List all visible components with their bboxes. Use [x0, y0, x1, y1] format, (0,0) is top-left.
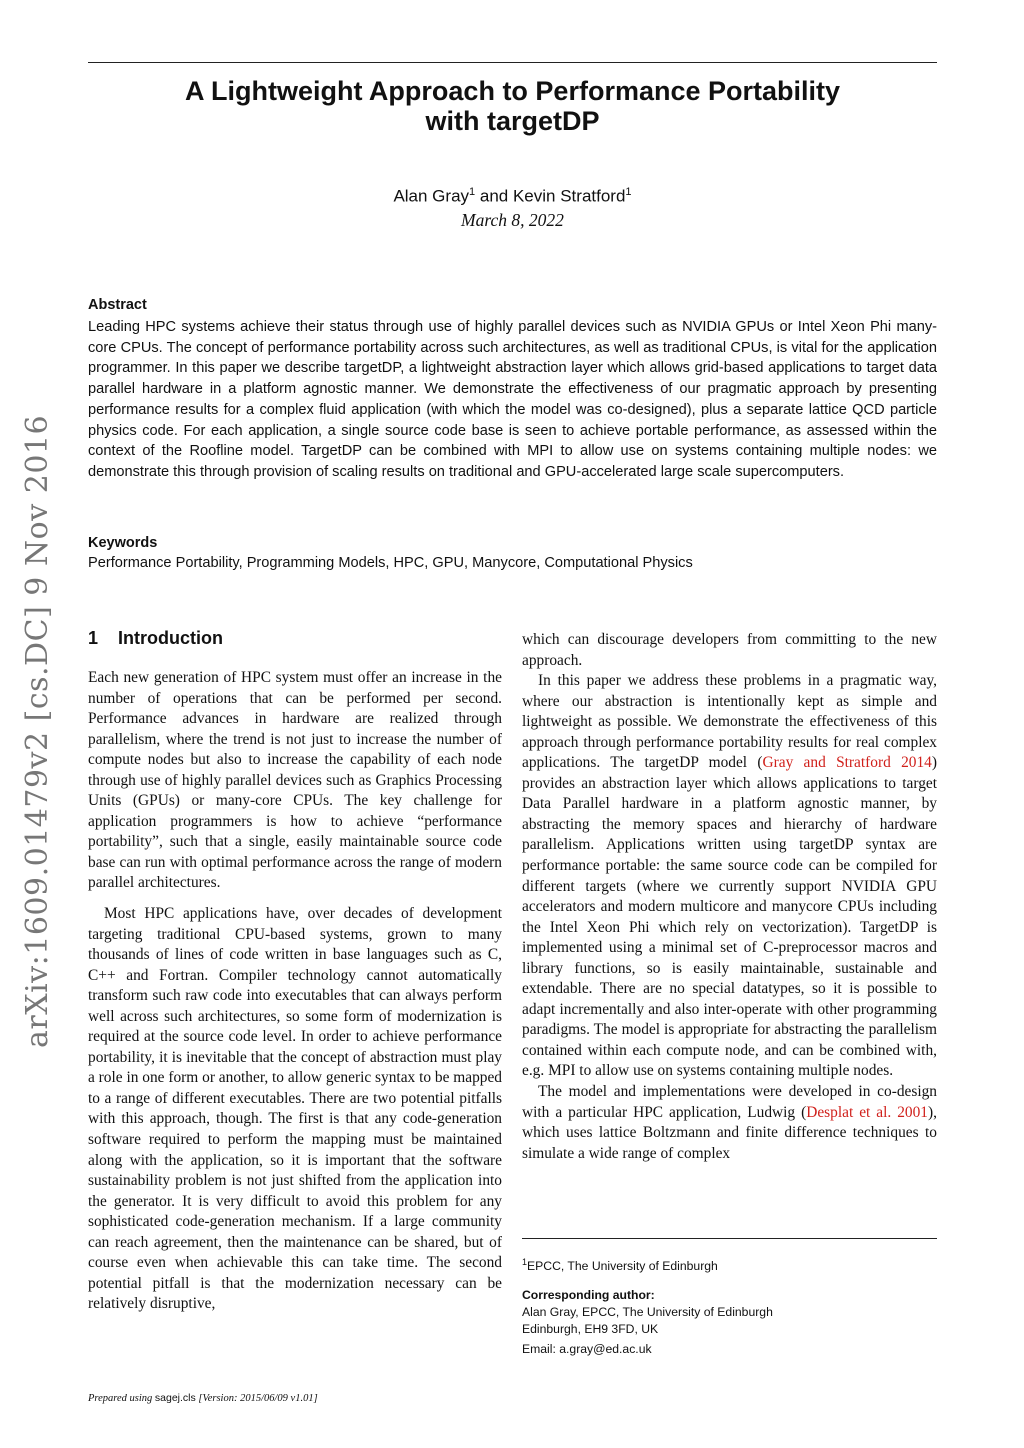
right-paragraph-1: which can discourage developers from committing to the new approach. — [522, 631, 937, 669]
right-paragraph-2-rest: ) provides an abstraction layer which allows applications to target Data Parallel hardware in a platform agnostic manner, by abstracting the memory spaces and hierarchy of hardware parallelism. Applications written using targetDP syntax are performance portable: the same source code can be compiled for different targets (where we currently support NVIDIA GPU accelerators and modern multicore and manycore CPUs including the Intel Xeon Phi which rely on vectorization). TargetDP is implemented using a minimal set of C-preprocessor macros and library functions, so is easily maintainable, sustainable and extendable. There are no special datatypes, so it is possible to adapt incrementally and also inter-operate with other programming paradigms. The model is appropriate for abstracting the parallelism contained within each compute node, and can be combined with, e.g. MPI to allow use on systems containing multiple nodes. — [522, 754, 937, 1080]
corresponding-author-line-1: Alan Gray, EPCC, The University of Edinburgh — [522, 1305, 773, 1319]
section-heading — [88, 628, 223, 649]
paper-title — [88, 76, 937, 136]
author-1: Alan Gray — [393, 186, 470, 206]
right-paragraph-2-start: In this paper we address these problems in a pragmatic way, where our abstraction is intentionally kept as simple and lightweight as possible. We demonstrate the effectiveness of this approach through performance portability results for real complex applications. The targetDP model ( — [522, 672, 937, 772]
footnote-mark: 1 — [522, 1257, 528, 1267]
footnote-rule — [522, 1238, 937, 1239]
author-1-affiliation-mark: 1 — [469, 186, 476, 198]
abstract-heading: Abstract — [88, 297, 147, 313]
email-line[interactable]: Email: a.gray@ed.ac.uk — [522, 1342, 652, 1356]
right-paragraph-3 — [522, 1082, 937, 1164]
keywords-text: Performance Portability, Programming Models, HPC, GPU, Manycore, Computational Physics — [88, 555, 693, 571]
right-paragraph-3-rest: ), which uses lattice Boltzmann and finite difference techniques to simulate a wide range of complex — [522, 1103, 937, 1162]
abstract-text: Leading HPC systems achieve their status through use of highly parallel devices such as NVIDIA GPUs or Intel Xeon Phi many-core CPUs. The concept of performance portability across such architectures, as well as traditional CPUs, is vital for the application programmer. In this paper we describe targetDP, a lightweight abstraction layer which allows grid-based applications to target data parallel hardware in a platform agnostic manner. We demonstrate the effectiveness of our pragmatic approach by presenting performance results for a complex fluid application (with which the model was co-designed), plus a separate lattice QCD particle physics code. For each application, a single source code base is seen to achieve portable performance, as assessed within the context of the Roofline model. TargetDP can be combined with MPI to allow use on systems containing multiple nodes: we demonstrate this through provision of scaling results on traditional and GPU-accelerated large scale supercomputers. — [88, 319, 937, 480]
intro-paragraph-2: Most HPC applications have, over decades of development targeting traditional CPU-based systems, grown to many thousands of lines of code written in base languages such as C, C++ and Fortran. Compiler technology cannot automatically transform such raw code into executables that can always perform well across such architectures, so some form of modernization is required at the source code level. In order to achieve performance portability, it is inevitable that the concept of abstraction must play a role in one form or another, to allow generic syntax to be mapped to a range of different executables. There are two potential pitfalls with this approach, though. The first is that any code-generation software required to perform the mapping must be maintained along with the application, so it is important that the software sustainability problem is not just shifted from the application into the generator. It is very difficult to avoid this problem for any sophisticated code-generation mechanism. If a large community can reach agreement, then the maintenance can be shared, but of course even when achievable this can take time. The second potential pitfall is that the modernization necessary can be relatively disruptive, — [88, 905, 502, 1313]
author-list — [88, 186, 937, 207]
section-title: Introduction — [118, 628, 223, 648]
author-2-affiliation-mark: 1 — [625, 186, 632, 198]
arxiv-sidebar-stamp: arXiv:1609.01479v2 [cs.DC] 9 Nov 2016 — [20, 414, 55, 1048]
corresponding-author-line-2: Edinburgh, EH9 3FD, UK — [522, 1322, 659, 1336]
left-column — [88, 668, 502, 1315]
title-line-1: A Lightweight Approach to Performance Portability — [184, 76, 841, 106]
section-number: 1 — [88, 628, 99, 648]
right-column — [522, 630, 937, 1164]
footer-prepared: Prepared using — [88, 1393, 155, 1404]
right-paragraph-2 — [522, 671, 937, 1082]
author-conjunction: and — [475, 186, 513, 206]
affiliation-text: EPCC, The University of Edinburgh — [527, 1259, 718, 1274]
top-rule — [88, 62, 937, 63]
intro-paragraph-1: Each new generation of HPC system must offer an increase in the number of operations that can be performed per second. Performance advances in hardware are realized through parallelism, where the trend is not just to increase the number of compute nodes but also to increase the capability of each node through use of highly parallel devices such as Graphics Processing Units (GPUs) or many-core CPUs. The key challenge for application programmers is how to achieve “performance portability”, such that a single, easily maintainable source code base can run with optimal performance across the range of modern parallel architectures. — [88, 669, 502, 892]
right-paragraph-3-start: The model and implementations were developed in co-design with a particular HPC application, Ludwig ( — [522, 1083, 937, 1121]
paper-date: March 8, 2022 — [461, 210, 564, 230]
author-2: Kevin Stratford — [512, 186, 626, 206]
keywords-heading: Keywords — [88, 535, 158, 551]
corresponding-author-block — [522, 1287, 937, 1338]
corresponding-author-heading: Corresponding author: — [522, 1288, 655, 1302]
footer-version: [Version: 2015/06/09 v1.01] — [195, 1393, 318, 1404]
citation-gray-stratford-2014[interactable]: Gray and Stratford 2014 — [762, 754, 932, 772]
footer-class-file: sagej.cls — [154, 1392, 196, 1404]
page-footer — [88, 1392, 318, 1404]
citation-desplat-2001[interactable]: Desplat et al. 2001 — [806, 1103, 928, 1121]
title-line-2: with targetDP — [425, 106, 600, 136]
footnote-affiliation — [522, 1254, 937, 1275]
